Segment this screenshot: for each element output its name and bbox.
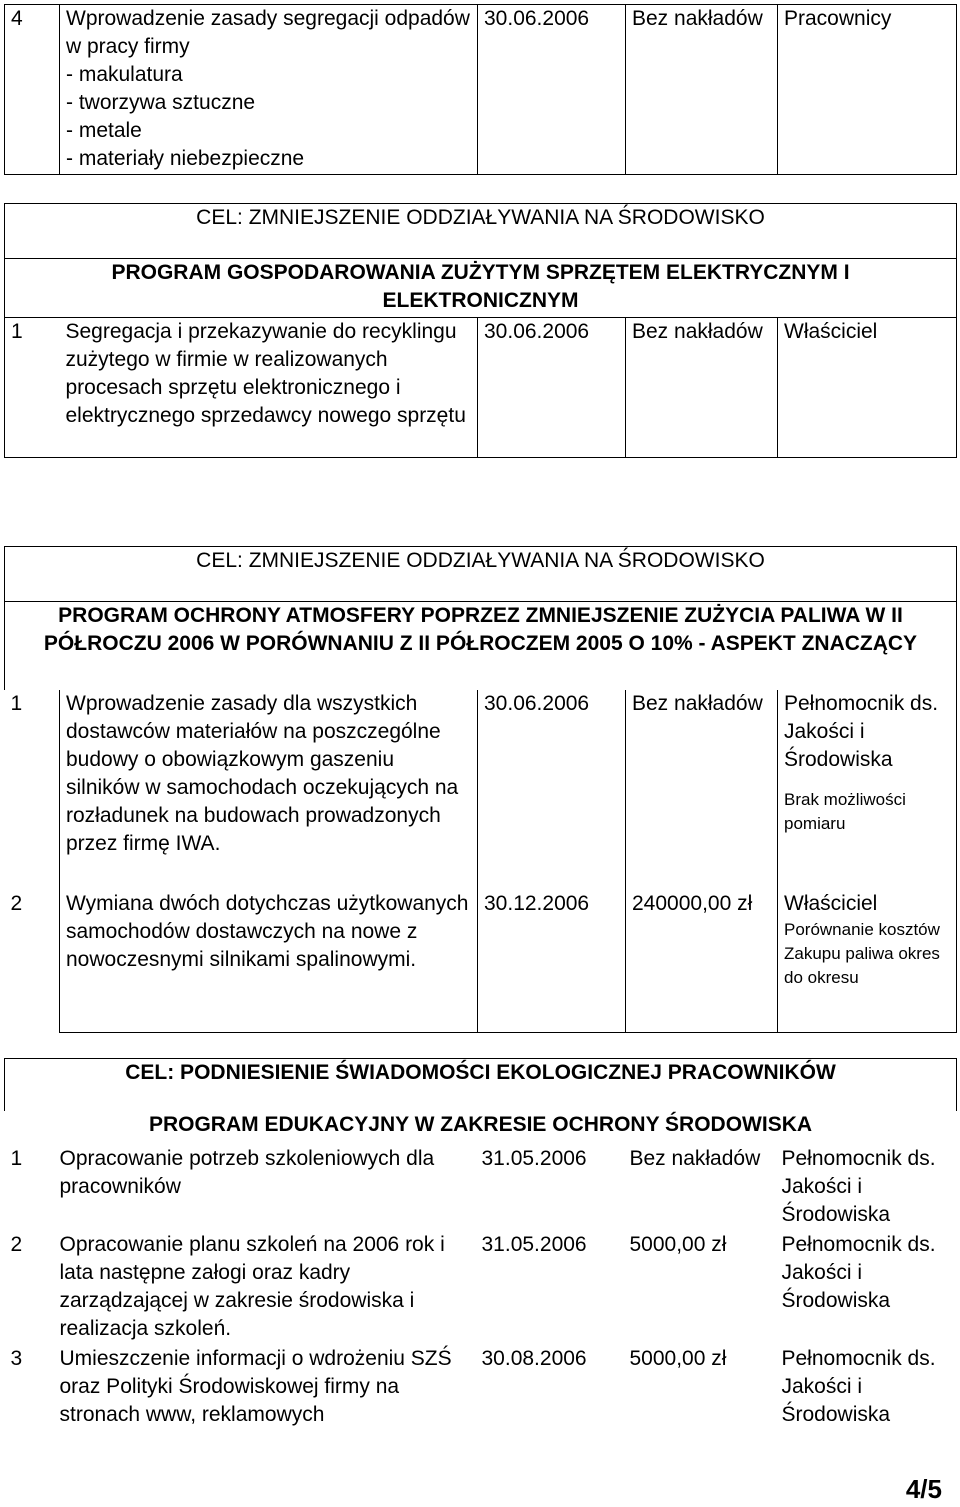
deadline: 31.05.2006 <box>481 1232 587 1256</box>
page-number: 4/5 <box>905 1474 942 1504</box>
program-heading: PROGRAM GOSPODAROWANIA ZUŻYTYM SPRZĘTEM ELEKTRYCZNYM I ELEKTRONICZNYM <box>111 261 850 312</box>
table-row <box>5 318 957 458</box>
responsible-cell <box>778 690 957 890</box>
row-number: 2 <box>10 891 23 915</box>
program-row <box>5 259 957 318</box>
deadline: 30.12.2006 <box>478 890 626 1033</box>
task-description: Wymiana dwóch dotychczas użytkowanych samochodów dostawczych na nowe z nowoczesnymi silnikami spalinowymi. <box>60 890 478 1033</box>
responsible: Właściciel <box>784 891 878 915</box>
row-number: 1 <box>10 691 23 715</box>
row-number: 1 <box>10 1146 23 1170</box>
program-row <box>5 602 957 690</box>
cost: Bez nakładów <box>626 318 778 458</box>
responsible: Pracownicy <box>778 5 957 175</box>
cost: Bez nakładów <box>626 690 778 890</box>
responsible: Pełnomocnik ds. Jakości i Środowiska <box>781 1346 936 1426</box>
task-description: Opracowanie planu szkoleń na 2006 rok i lata następne załogi oraz kadry zarządzającej w zakresie środowiska i realizacja szkoleń. <box>59 1232 445 1340</box>
task-description: Segregacja i przekazywanie do recyklingu zużytego w firmie w realizowanych procesach sprzętu elektronicznego i elektrycznego sprzedawcy nowego sprzętu <box>60 318 478 458</box>
measurement-note: Brak możliwości pomiaru <box>784 789 906 833</box>
deadline: 31.05.2006 <box>481 1146 587 1170</box>
deadline: 30.06.2006 <box>478 318 626 458</box>
cost: Bez nakładów <box>629 1146 761 1170</box>
cost: 240000,00 zł <box>626 890 778 1033</box>
responsible-cell <box>778 890 957 1033</box>
responsible: Pełnomocnik ds. Jakości i Środowiska <box>781 1146 936 1226</box>
goal-row <box>5 547 957 602</box>
program-heading: PROGRAM OCHRONY ATMOSFERY POPRZEZ ZMNIEJSZENIE ZUŻYCIA PALIWA W II PÓŁROCZU 2006 W PORÓWNANIU Z II PÓŁROCZEM 2005 O 10% - ASPEKT ZNACZĄCY <box>43 604 918 655</box>
table-education-program <box>4 1058 957 1431</box>
row-number: 2 <box>10 1232 23 1256</box>
row-number: 4 <box>5 5 60 175</box>
program-heading: PROGRAM EDUKACYJNY W ZAKRESIE OCHRONY ŚRODOWISKA <box>148 1112 813 1136</box>
responsible: Pełnomocnik ds. Jakości i Środowiska <box>781 1232 936 1312</box>
table-row <box>5 890 957 1033</box>
table-row <box>5 690 957 890</box>
row-number: 1 <box>5 318 60 458</box>
table-row <box>5 1345 957 1431</box>
table-atmosphere-program <box>4 546 957 1033</box>
table-row <box>5 5 957 175</box>
cost: 5000,00 zł <box>629 1232 727 1256</box>
responsible: Właściciel <box>778 318 957 458</box>
deadline: 30.06.2006 <box>478 690 626 890</box>
table-row <box>5 1145 957 1231</box>
goal-row <box>5 1059 957 1111</box>
row-number: 3 <box>10 1346 23 1370</box>
goal-heading: CEL: ZMNIEJSZENIE ODDZIAŁYWANIA NA ŚRODOWISKO <box>196 549 765 572</box>
task-description: Wprowadzenie zasady dla wszystkich dostawców materiałów na poszczególne budowy o obowiązkowym gaszeniu silników w samochodach oczekujących na rozładunek na budowach prowadzonych przez firmę IWA. <box>60 690 478 890</box>
measurement-note: Porównanie kosztów Zakupu paliwa okres do okresu <box>784 919 940 987</box>
table-row <box>5 1231 957 1345</box>
cost: Bez nakładów <box>626 5 778 175</box>
program-row <box>5 1111 957 1145</box>
deadline: 30.06.2006 <box>478 5 626 175</box>
responsible: Pełnomocnik ds. Jakości i Środowiska <box>784 691 939 771</box>
goal-row <box>5 204 957 259</box>
cost: 5000,00 zł <box>629 1346 727 1370</box>
deadline: 30.08.2006 <box>481 1346 587 1370</box>
table-electronic-waste-program <box>4 203 957 458</box>
task-description: Wprowadzenie zasady segregacji odpadów w pracy firmy - makulatura - tworzywa sztuczne - metale - materiały niebezpieczne <box>60 5 478 175</box>
task-description: Umieszczenie informacji o wdrożeniu SZŚ oraz Polityki Środowiskowej firmy na stronach www, reklamowych <box>59 1346 452 1426</box>
goal-heading: CEL: ZMNIEJSZENIE ODDZIAŁYWANIA NA ŚRODOWISKO <box>196 206 765 229</box>
goal-heading: CEL: PODNIESIENIE ŚWIADOMOŚCI EKOLOGICZNEJ PRACOWNIKÓW <box>125 1061 836 1084</box>
table-waste-segregation <box>4 4 957 175</box>
task-description: Opracowanie potrzeb szkoleniowych dla pracowników <box>59 1146 435 1198</box>
